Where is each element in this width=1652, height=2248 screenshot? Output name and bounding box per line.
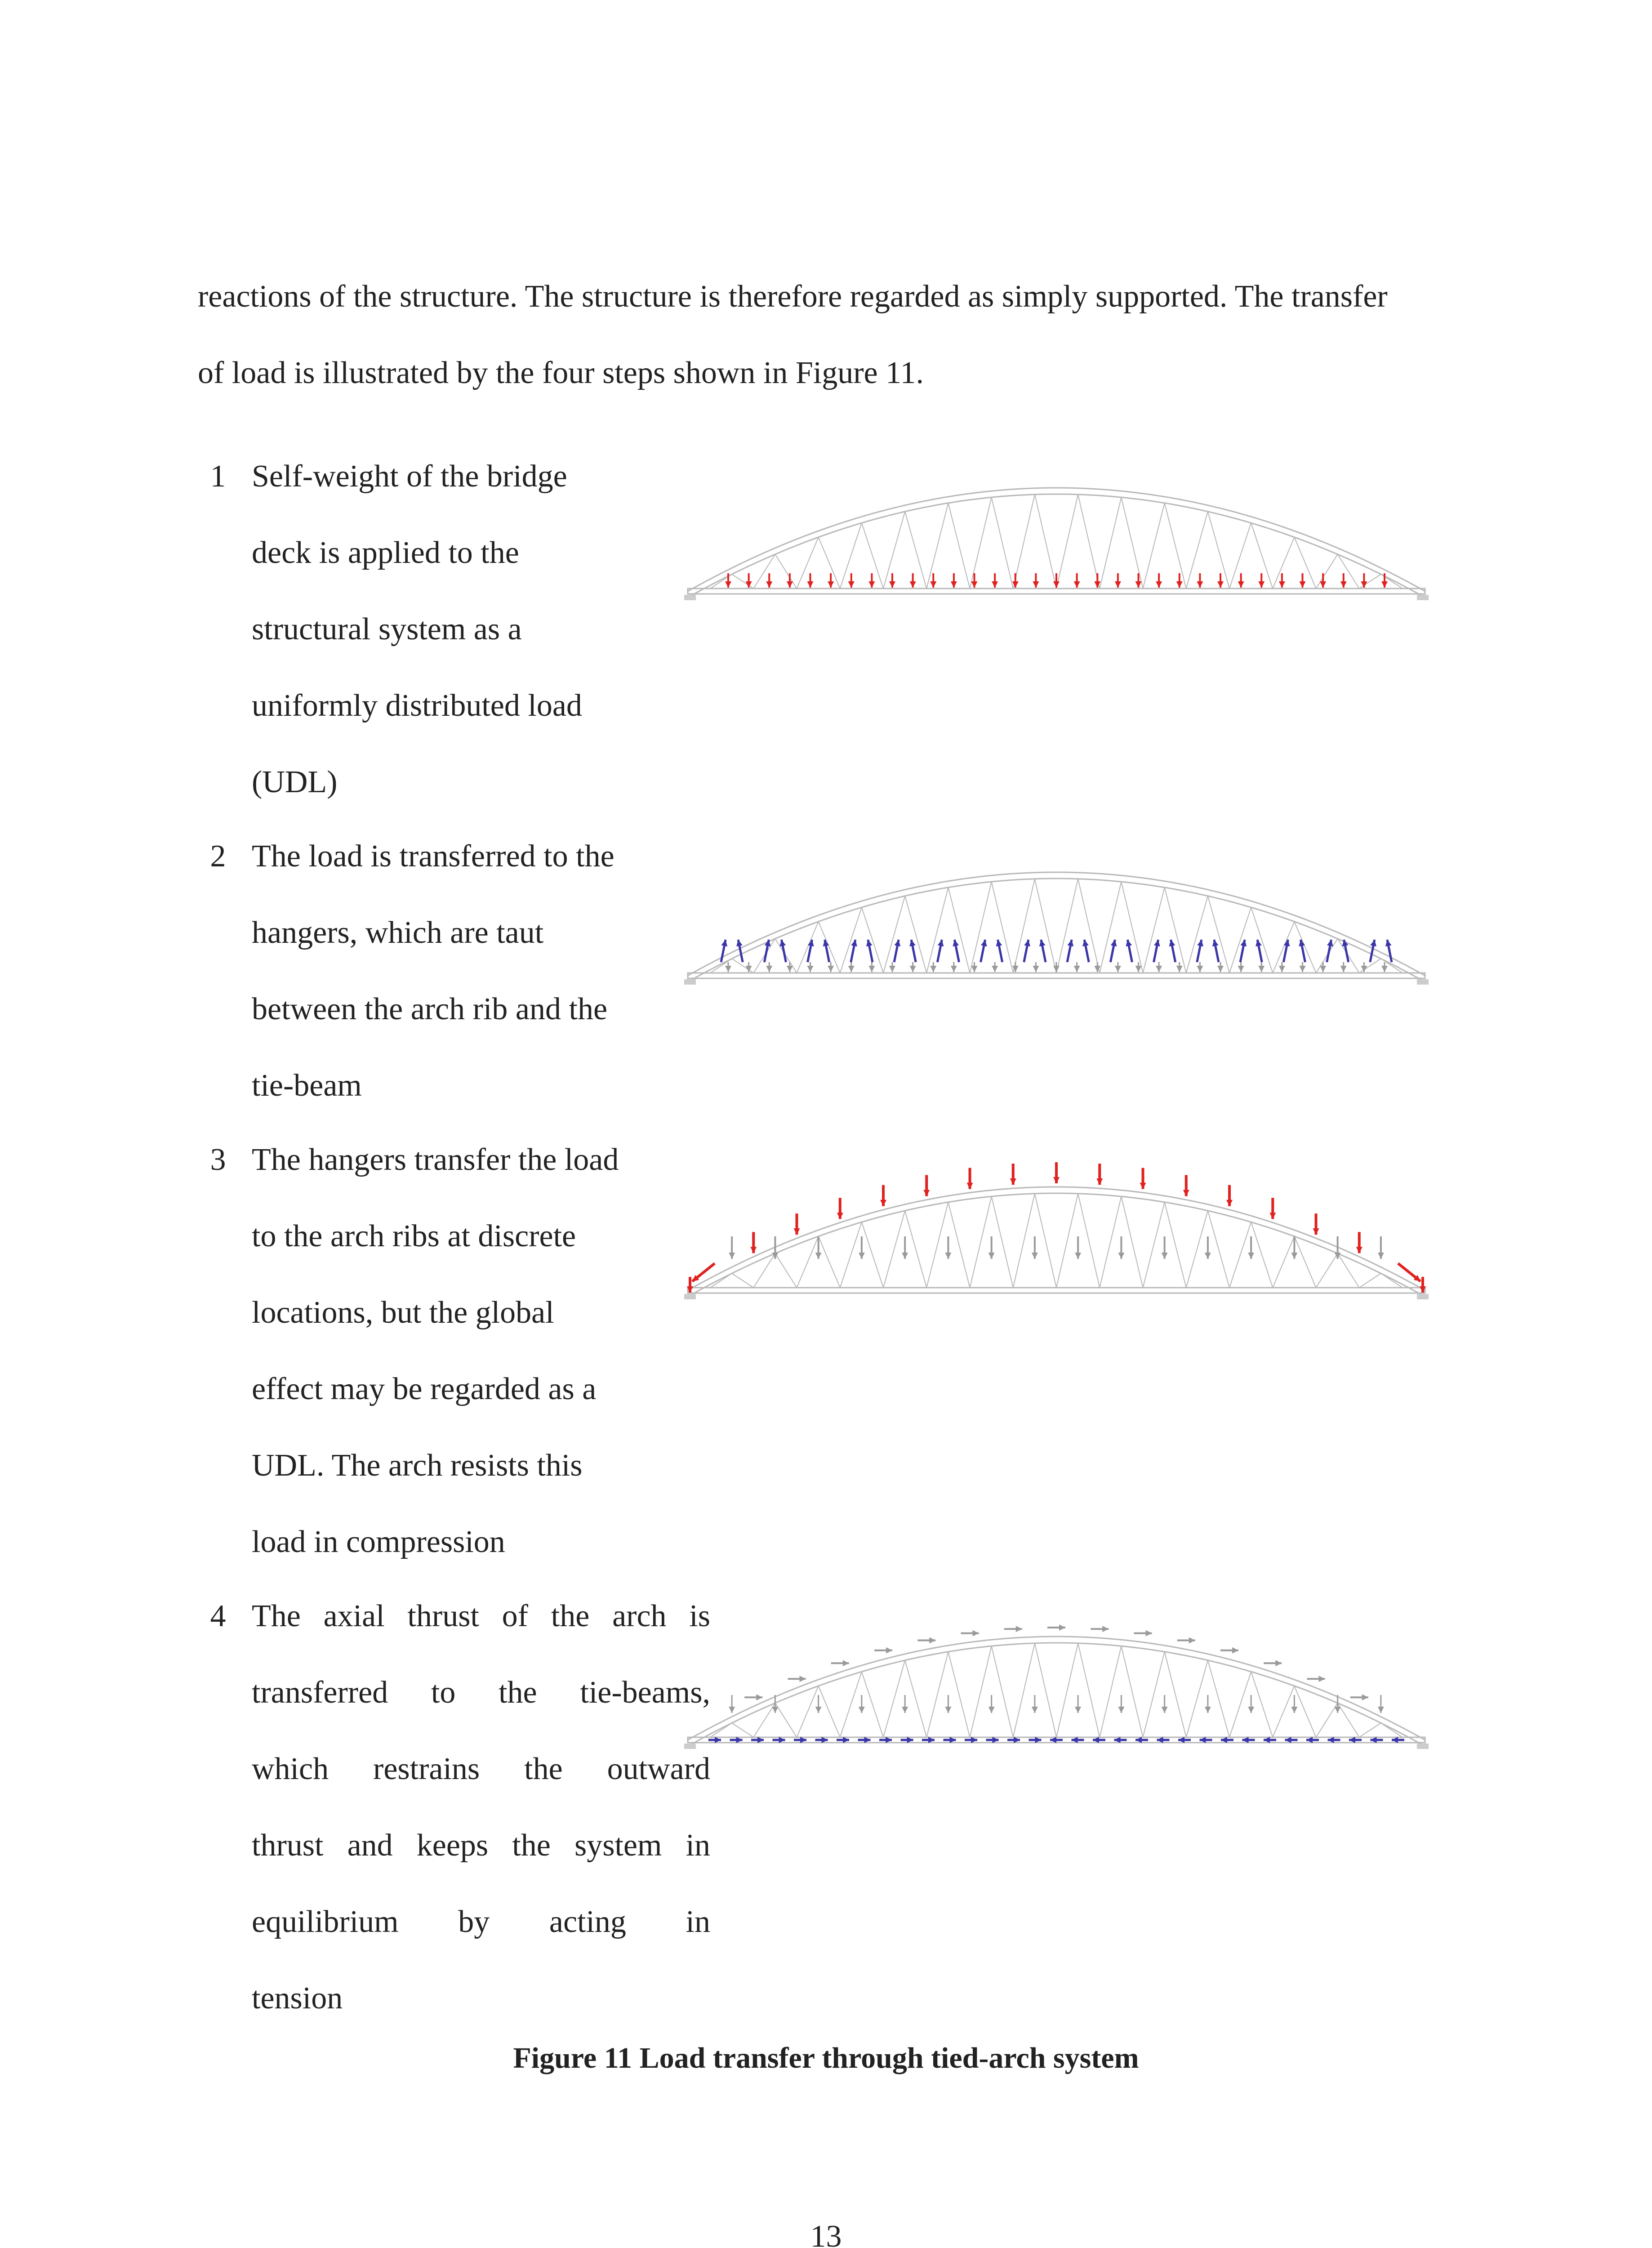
step-text — [252, 1578, 710, 2037]
udl-arrow-head — [1053, 581, 1060, 588]
deck-arrow-head — [868, 966, 875, 972]
step-line: tension — [252, 1981, 343, 2016]
hanger — [1121, 1646, 1143, 1737]
udl-arrow-head — [1238, 581, 1244, 588]
udl-arrow-head — [848, 581, 855, 588]
step-line: hangers, which are taut — [252, 915, 544, 950]
arch-arrow-head — [880, 1200, 886, 1206]
step-line: (UDL) — [252, 765, 338, 799]
hanger — [797, 537, 819, 589]
arch-arrow-head — [1313, 1228, 1319, 1235]
udl-arrow-head — [1197, 581, 1203, 588]
step-line: equilibrium by acting in — [252, 1905, 710, 1939]
arch-arrow-head — [1183, 1190, 1189, 1196]
step-line: The axial thrust of the arch is — [252, 1599, 710, 1633]
udl-arrow-head — [992, 581, 998, 588]
arch-arrow-head — [1356, 1247, 1363, 1253]
hanger — [905, 512, 926, 589]
hanger-arrow-head — [945, 1253, 951, 1259]
hanger-arrow-head — [1335, 1253, 1341, 1259]
hanger-arrow-head — [1118, 1707, 1124, 1713]
udl-arrow-head — [1258, 581, 1265, 588]
step-number: 1 — [210, 459, 226, 494]
step-line: uniformly distributed load — [252, 688, 582, 723]
deck-arrow-head — [1238, 966, 1244, 972]
udl-arrow-head — [1279, 581, 1285, 588]
deck-arrow-head — [1135, 966, 1142, 972]
hanger — [1273, 537, 1294, 589]
step-number: 4 — [210, 1599, 226, 1633]
tie-beam — [688, 589, 1425, 594]
deck-arrow-head — [889, 966, 895, 972]
hanger — [1294, 922, 1316, 973]
hanger — [1273, 922, 1294, 973]
support-left — [684, 979, 696, 985]
hanger — [1316, 939, 1338, 973]
step-line: tie-beam — [252, 1068, 362, 1103]
udl-arrow-head — [971, 581, 978, 588]
hanger-arrow-head — [815, 1707, 822, 1713]
hanger — [1165, 503, 1186, 589]
step-line: between the arch rib and the — [252, 992, 608, 1026]
udl-arrow-head — [1176, 581, 1183, 588]
hanger-arrow-head — [945, 1707, 951, 1713]
deck-arrow-head — [807, 966, 814, 972]
hanger — [1229, 1672, 1251, 1737]
hanger — [775, 554, 797, 589]
deck-arrow-head — [1074, 966, 1080, 972]
hanger — [1035, 495, 1056, 589]
hanger — [1294, 537, 1316, 589]
arch-arrow-head — [929, 1637, 935, 1644]
udl-arrow-head — [889, 581, 895, 588]
arch-rib-outer — [688, 1637, 1425, 1740]
hanger — [1316, 1253, 1338, 1288]
deck-arrow-head — [1258, 966, 1265, 972]
hanger — [1035, 1194, 1056, 1288]
udl-arrow-head — [1135, 581, 1142, 588]
udl-arrow-head — [1115, 581, 1121, 588]
arch-arrow-head — [1016, 1626, 1022, 1632]
support-right — [1417, 1744, 1429, 1749]
hanger — [1381, 1273, 1403, 1288]
hanger-arrow-head — [1378, 1253, 1384, 1259]
hanger — [1251, 1672, 1273, 1737]
step-line: locations, but the global — [252, 1295, 554, 1330]
hanger — [1208, 512, 1229, 589]
arch-arrow-head — [1102, 1626, 1109, 1632]
hanger — [883, 1211, 905, 1288]
deck-arrow-head — [1053, 966, 1060, 972]
hanger — [970, 1646, 992, 1737]
hanger — [1143, 1202, 1165, 1288]
hanger-arrow-head — [772, 1707, 778, 1713]
hanger — [710, 1273, 732, 1288]
figure-caption: Figure 11 Load transfer through tied-arch system — [513, 2042, 1139, 2074]
hanger — [1056, 1194, 1078, 1288]
hanger — [883, 1660, 905, 1737]
hanger — [1316, 1703, 1338, 1737]
hanger — [905, 1660, 926, 1737]
arch-arrow-head — [886, 1647, 892, 1654]
hanger — [1143, 1652, 1165, 1737]
hanger — [1165, 1202, 1186, 1288]
hanger — [926, 503, 948, 589]
hanger — [1294, 1686, 1316, 1737]
hanger-arrow-head — [1248, 1707, 1254, 1713]
udl-arrow-head — [910, 581, 916, 588]
hanger — [819, 1686, 840, 1737]
hanger — [1013, 495, 1035, 589]
hanger — [862, 907, 883, 973]
hanger — [926, 1202, 948, 1288]
hanger — [1208, 1660, 1229, 1737]
hanger — [1035, 1643, 1056, 1737]
hanger — [1165, 1652, 1186, 1737]
arch-rib-inner — [688, 1643, 1425, 1746]
arch-rib-outer — [688, 1187, 1425, 1290]
intro-line: of load is illustrated by the four steps shown in Figure 11. — [198, 356, 924, 390]
step-line: to the arch ribs at discrete — [252, 1219, 576, 1253]
arch-arrow-head — [1053, 1177, 1060, 1183]
deck-arrow-head — [848, 966, 855, 972]
hanger — [1251, 1222, 1273, 1288]
hanger — [797, 1236, 819, 1288]
support-left — [684, 1294, 696, 1299]
hanger-arrow-head — [1075, 1253, 1081, 1259]
hanger — [1056, 1643, 1078, 1737]
arch-arrow-head — [794, 1228, 800, 1235]
hanger — [1381, 1723, 1403, 1737]
hanger — [1013, 1643, 1035, 1737]
udl-arrow-head — [1217, 581, 1224, 588]
hanger — [819, 1236, 840, 1288]
arch-arrow-head — [1140, 1183, 1146, 1189]
hanger-arrow-head — [902, 1253, 908, 1259]
intro-line: reactions of the structure. The structure is therefore regarded as simply supported. The transfer — [198, 279, 1388, 314]
hanger — [992, 1196, 1013, 1288]
hanger — [992, 1646, 1013, 1737]
hanger-arrow-head — [1205, 1707, 1211, 1713]
arch-arrow-head — [1275, 1660, 1282, 1666]
deck-arrow-head — [787, 966, 793, 972]
hanger-arrow-head — [1378, 1707, 1384, 1713]
arch-arrow-head — [1096, 1178, 1103, 1185]
hanger — [948, 1652, 970, 1737]
hanger — [948, 1202, 970, 1288]
hanger — [1121, 1196, 1143, 1288]
hanger — [775, 1703, 797, 1737]
step-line: structural system as a — [252, 612, 522, 647]
deck-arrow-head — [951, 966, 957, 972]
hanger-arrow-head — [1335, 1707, 1341, 1713]
deck-arrow-head — [725, 966, 731, 972]
udl-arrow-head — [1300, 581, 1306, 588]
hanger — [1143, 503, 1165, 589]
tie-beam — [688, 973, 1425, 978]
hanger — [732, 1273, 753, 1288]
hanger-arrow-head — [815, 1253, 822, 1259]
hanger-arrow-head — [1291, 1253, 1297, 1259]
hanger — [819, 922, 840, 973]
hanger-arrow-head — [772, 1253, 778, 1259]
udl-arrow-head — [1074, 581, 1080, 588]
hanger — [948, 503, 970, 589]
hanger — [1208, 1211, 1229, 1288]
hanger — [1359, 1723, 1381, 1737]
step-text — [252, 1122, 710, 1580]
deck-arrow-head — [828, 966, 834, 972]
hanger — [1078, 495, 1100, 589]
arch-diagram-step-3 — [679, 1137, 1438, 1317]
arch-arrow-head — [1146, 1630, 1152, 1637]
arch-arrow-head — [973, 1630, 979, 1637]
support-right — [1417, 1294, 1429, 1299]
deck-arrow-head — [971, 966, 978, 972]
udl-arrow-head — [828, 581, 834, 588]
hanger — [732, 1723, 753, 1737]
hanger — [970, 1196, 992, 1288]
hanger — [840, 1672, 862, 1737]
arch-arrow-head — [1269, 1213, 1276, 1219]
support-left — [684, 1744, 696, 1749]
arch-arrow-head — [843, 1660, 849, 1666]
deck-arrow-head — [930, 966, 936, 972]
deck-arrow-head — [1217, 966, 1224, 972]
hanger — [1100, 1646, 1121, 1737]
hanger — [819, 537, 840, 589]
deck-arrow-head — [1156, 966, 1162, 972]
hanger-arrow-head — [989, 1253, 995, 1259]
arch-arrow-head — [837, 1213, 843, 1219]
udl-arrow-head — [868, 581, 875, 588]
hanger — [970, 497, 992, 589]
step-line: Self-weight of the bridge — [252, 459, 567, 494]
hanger — [1121, 497, 1143, 589]
deck-arrow-head — [1300, 966, 1306, 972]
hanger — [1316, 554, 1338, 589]
udl-arrow-head — [1033, 581, 1039, 588]
step-line: thrust and keeps the system in — [252, 1828, 710, 1863]
hanger-arrow-head — [1205, 1253, 1211, 1259]
deck-arrow-head — [1033, 966, 1039, 972]
udl-arrow-head — [807, 581, 814, 588]
page-number: 13 — [810, 2219, 842, 2248]
deck-arrow-head — [1381, 966, 1388, 972]
deck-arrow-head — [1279, 966, 1285, 972]
hanger — [1273, 1686, 1294, 1737]
deck-arrow-head — [1115, 966, 1121, 972]
step-number: 2 — [210, 839, 226, 874]
deck-arrow-head — [1176, 966, 1183, 972]
hanger — [1229, 1222, 1251, 1288]
udl-arrow-head — [1320, 581, 1326, 588]
support-right — [1417, 595, 1429, 600]
step-text — [252, 438, 710, 821]
hanger-arrow-head — [902, 1707, 908, 1713]
deck-arrow-head — [1340, 966, 1347, 972]
arch-arrow-head — [967, 1183, 973, 1189]
hanger-arrow-head — [729, 1253, 735, 1259]
udl-arrow-head — [787, 581, 793, 588]
hanger-arrow-head — [1075, 1707, 1081, 1713]
step-line: deck is applied to the — [252, 535, 519, 570]
deck-arrow-head — [992, 966, 998, 972]
udl-arrow-head — [1340, 581, 1347, 588]
arch-arrow-head — [1362, 1694, 1368, 1700]
hanger — [862, 1672, 883, 1737]
intro-paragraph — [198, 259, 1456, 411]
hanger — [1186, 1660, 1208, 1737]
hanger-arrow-head — [1032, 1707, 1038, 1713]
hanger — [1056, 495, 1078, 589]
hanger — [775, 1253, 797, 1288]
hanger-arrow-head — [859, 1253, 865, 1259]
arch-diagram-step-1 — [679, 456, 1438, 618]
hanger — [1078, 1194, 1100, 1288]
step-number: 3 — [210, 1142, 226, 1177]
deck-arrow-head — [910, 966, 916, 972]
arch-arrow-head — [1226, 1200, 1233, 1206]
hanger — [1229, 907, 1251, 973]
arch-arrow-head — [1189, 1637, 1195, 1644]
deck-arrow-head — [766, 966, 772, 972]
hanger — [775, 939, 797, 973]
hanger-arrow-head — [1248, 1253, 1254, 1259]
arch-arrow-head — [923, 1190, 930, 1196]
step-line: The hangers transfer the load — [252, 1142, 619, 1177]
arch-arrow-head — [1232, 1647, 1238, 1654]
udl-arrow-head — [1156, 581, 1162, 588]
hanger — [1359, 1273, 1381, 1288]
arch-arrow-head — [800, 1676, 806, 1682]
hanger — [862, 1222, 883, 1288]
arch-arrow-head — [1319, 1676, 1325, 1682]
arch-arrow-head — [1010, 1178, 1016, 1185]
hanger — [1186, 1211, 1208, 1288]
hanger — [710, 1723, 732, 1737]
hanger — [1078, 1643, 1100, 1737]
arch-arrow-head — [750, 1247, 757, 1253]
hanger — [905, 1211, 926, 1288]
hanger-arrow-head — [1291, 1707, 1297, 1713]
udl-arrow-head — [1381, 581, 1388, 588]
arch-arrow-head — [756, 1694, 762, 1700]
step-text — [252, 818, 710, 1124]
step-line: which restrains the outward — [252, 1752, 710, 1786]
arch-rib-inner — [688, 1193, 1425, 1297]
hanger-arrow-head — [1032, 1253, 1038, 1259]
hanger-arrow-head — [1162, 1707, 1168, 1713]
step-line: transferred to the tie-beams, — [252, 1675, 710, 1710]
deck-arrow-head — [1197, 966, 1203, 972]
support-left — [684, 595, 696, 600]
hanger-arrow-head — [1118, 1253, 1124, 1259]
step-line: The load is transferred to the — [252, 839, 614, 874]
hanger — [926, 1652, 948, 1737]
deck-arrow-head — [1320, 966, 1326, 972]
hanger-arrow-head — [1162, 1253, 1168, 1259]
step-line: effect may be regarded as a — [252, 1372, 597, 1406]
hanger — [1013, 1194, 1035, 1288]
hanger-arrow-head — [859, 1707, 865, 1713]
hanger-arrow-head — [989, 1707, 995, 1713]
step-line: UDL. The arch resists this — [252, 1448, 583, 1483]
arch-rib-outer — [688, 872, 1425, 976]
udl-arrow-head — [930, 581, 936, 588]
hanger — [797, 922, 819, 973]
udl-arrow-head — [951, 581, 957, 588]
hanger — [1273, 1236, 1294, 1288]
udl-arrow-head — [766, 581, 772, 588]
hanger — [1186, 512, 1208, 589]
hanger — [797, 1686, 819, 1737]
udl-arrow-head — [725, 581, 731, 588]
hanger — [840, 1222, 862, 1288]
hanger — [1100, 1196, 1121, 1288]
hanger — [883, 512, 905, 589]
arch-diagram-step-2 — [679, 841, 1438, 1003]
step-line: load in compression — [252, 1525, 505, 1559]
arch-diagram-step-4 — [679, 1605, 1438, 1767]
hanger-arrow-head — [729, 1707, 735, 1713]
hanger — [1294, 1236, 1316, 1288]
tie-beam — [688, 1288, 1425, 1293]
arch-arrow-head — [1059, 1624, 1065, 1631]
support-right — [1417, 979, 1429, 985]
